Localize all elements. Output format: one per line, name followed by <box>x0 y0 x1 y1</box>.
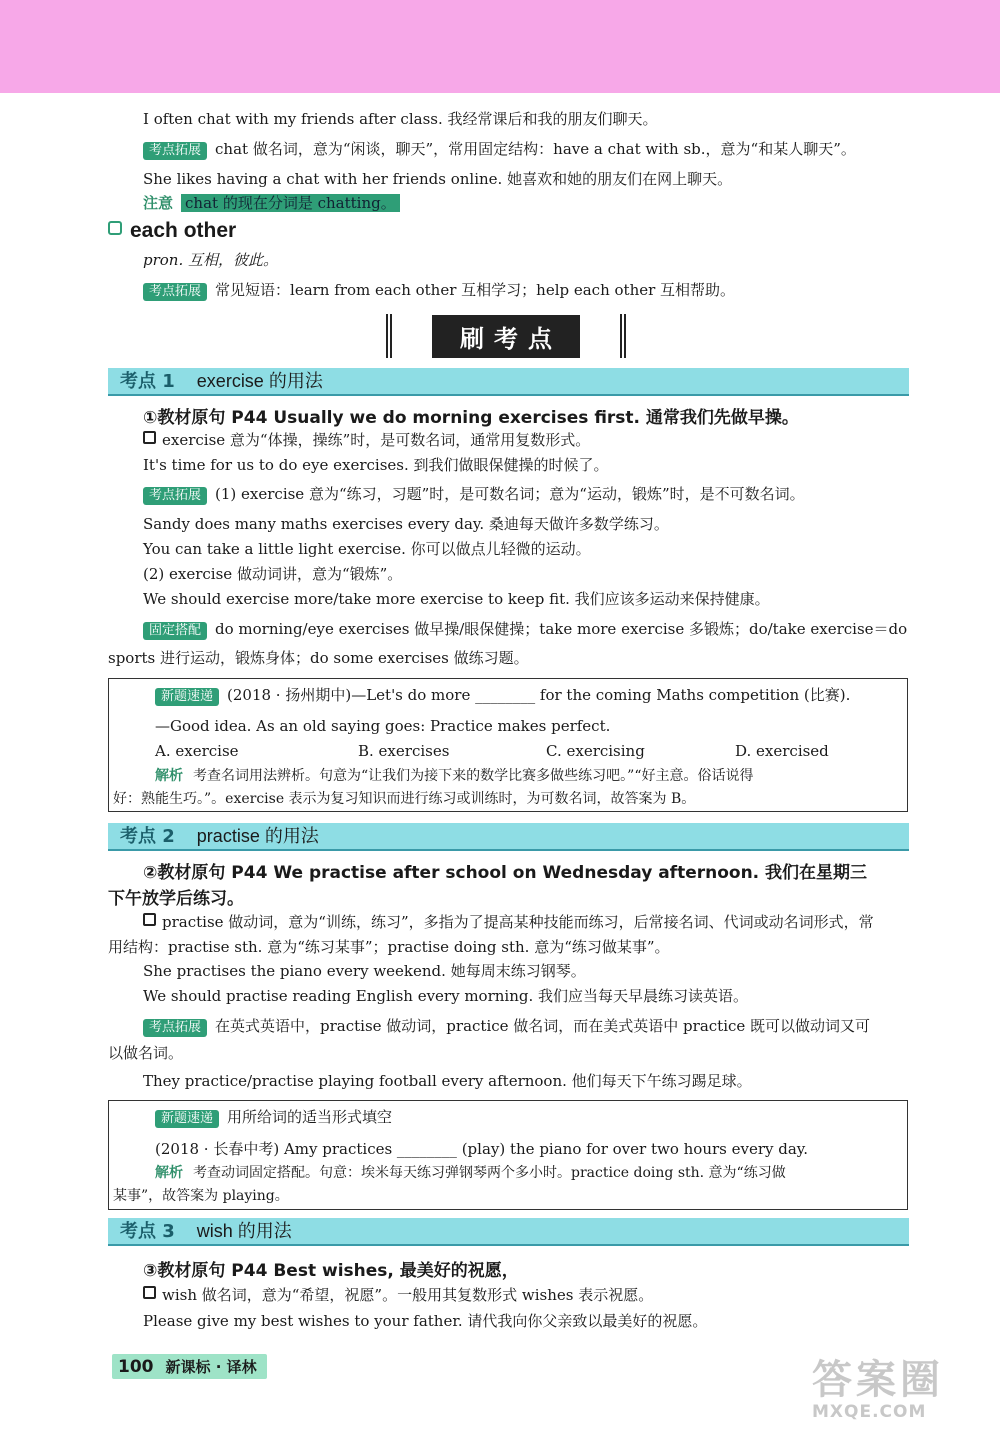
square-bullet-icon <box>143 1286 156 1299</box>
kaodian-3-header <box>108 1218 909 1246</box>
word-heading <box>108 219 236 243</box>
question-line: (2018 · 长春中考) Amy practices ________ (play) the piano for over two hours every day. <box>155 1140 809 1158</box>
extension-line <box>143 280 735 301</box>
option-b: B. exercises <box>358 742 450 760</box>
watermark-logo <box>812 1358 992 1428</box>
explanation: exercise 意为“体操，操练”时，是可数名词，通常用复数形式。 <box>143 430 590 450</box>
word-heading-text: each other <box>130 219 237 242</box>
section-banner <box>386 314 626 358</box>
explanation: (2) exercise 做动词讲，意为“锻炼”。 <box>143 565 403 583</box>
note-text: chat 的现在分词是 chatting。 <box>181 194 400 212</box>
kaodian-title: wish 的用法 <box>196 1221 292 1241</box>
extension-text: chat 做名词，意为“闲谈，聊天”，常用固定结构：have a chat with sb.，意为“和某人聊天”。 <box>215 140 856 158</box>
analysis-line: 好：熟能生巧。”。exercise 表示为复习知识而进行练习或训练时，为可数名词，故答案为 B。 <box>113 791 696 807</box>
square-bullet-icon <box>143 431 156 444</box>
collocation-line: 固定搭配 do morning/eye exercises 做早操/眼保健操；take more exercise 多锻炼；do/take exercise＝do <box>143 619 907 640</box>
watermark-logo-text: 答案圈 <box>812 1357 944 1403</box>
extension-line: 考点拓展 (1) exercise 意为“练习，习题”时，是可数名词；意为“运动，锻炼”时，是不可数名词。 <box>143 484 805 505</box>
explanation: wish 做名词，意为“希望，祝愿”。一般用其复数形式 wishes 表示祝愿。 <box>143 1285 653 1305</box>
collocation-line-cont: sports 进行运动，锻炼身体；do some exercises 做练习题。 <box>108 649 529 667</box>
example-sentence: They practice/practise playing football every afternoon. 他们每天下午练习踢足球。 <box>143 1072 752 1090</box>
extension-tag: 考点拓展 <box>143 142 207 160</box>
kaodian-number: 考点 3 <box>120 1221 175 1242</box>
analysis-label: 解析 <box>155 768 183 784</box>
option-d: D. exercised <box>735 742 829 760</box>
option-c: C. exercising <box>546 742 645 760</box>
kaodian-1-header <box>108 368 909 396</box>
extension-line <box>143 139 856 160</box>
analysis-label: 解析 <box>155 1165 183 1181</box>
extension-line-cont: 以做名词。 <box>108 1044 184 1062</box>
series-name: 新课标 · 译林 <box>165 1358 257 1376</box>
extension-tag: 考点拓展 <box>143 487 207 505</box>
example-sentence: We should practise reading English every morning. 我们应当每天早晨练习读英语。 <box>143 987 749 1005</box>
analysis-line: 解析 考查动词固定搭配。句意：埃米每天练习弹钢琴两个多小时。practice doing sth. 意为“练习做 <box>155 1165 786 1181</box>
textbook-sentence: ③教材原句 P44 Best wishes, 最美好的祝愿， <box>143 1261 519 1281</box>
kaodian-title: practise 的用法 <box>196 826 319 846</box>
page-number: 100 <box>118 1357 154 1377</box>
example-sentence: She practises the piano every weekend. 她每周末练习钢琴。 <box>143 962 586 980</box>
new-question-tag: 新题速递 <box>155 1110 219 1128</box>
watermark-url: MXQE.COM <box>812 1402 927 1422</box>
explanation-cont: 用结构：practise sth. 意为“练习某事”；practise doing sth. 意为“练习做某事”。 <box>108 938 670 956</box>
explanation: practise 做动词，意为“训练，练习”，多指为了提高某种技能而练习，后常接名词、代词或动名词形式，常 <box>143 912 874 932</box>
practice-box-2 <box>108 1100 908 1210</box>
kaodian-title: exercise 的用法 <box>196 371 323 391</box>
textbook-sentence: ①教材原句 P44 Usually we do morning exercises first. 通常我们先做早操。 <box>143 408 799 428</box>
example-sentence: Please give my best wishes to your father. 请代我向你父亲致以最美好的祝愿。 <box>143 1312 708 1330</box>
example-sentence: She likes having a chat with her friends online. 她喜欢和她的朋友们在网上聊天。 <box>143 170 733 188</box>
top-color-band <box>0 0 1000 93</box>
extension-text: 常见短语：learn from each other 互相学习；help each other 互相帮助。 <box>215 281 736 299</box>
example-sentence: We should exercise more/take more exercise to keep fit. 我们应该多运动来保持健康。 <box>143 590 770 608</box>
example-sentence: I often chat with my friends after class. 我经常课后和我的朋友们聊天。 <box>143 110 658 128</box>
section-banner-title: 刷考点 <box>432 315 580 358</box>
question-line: —Good idea. As an old saying goes: Practice makes perfect. <box>155 717 611 735</box>
example-sentence: It's time for us to do eye exercises. 到我们做眼保健操的时候了。 <box>143 456 609 474</box>
option-a: A. exercise <box>155 742 239 760</box>
page-footer <box>112 1354 267 1379</box>
kaodian-number: 考点 2 <box>120 826 175 847</box>
example-sentence: You can take a little light exercise. 你可以做点儿轻微的运动。 <box>143 540 591 558</box>
question-instruction: 新题速递 用所给词的适当形式填空 <box>155 1107 392 1128</box>
kaodian-2-header <box>108 823 909 851</box>
extension-line: 考点拓展 在英式英语中，practise 做动词，practice 做名词，而在美式英语中 practice 既可以做动词又可 <box>143 1016 870 1037</box>
textbook-sentence-cont: 下午放学后练习。 <box>108 889 244 909</box>
example-sentence: Sandy does many maths exercises every day. 桑迪每天做许多数学练习。 <box>143 515 669 533</box>
new-question-tag: 新题速递 <box>155 688 219 706</box>
kaodian-number: 考点 1 <box>120 371 175 392</box>
textbook-sentence: ②教材原句 P44 We practise after school on Wednesday afternoon. 我们在星期三 <box>143 863 868 883</box>
pos-definition: pron. 互相，彼此。 <box>143 251 279 269</box>
extension-tag: 考点拓展 <box>143 1019 207 1037</box>
analysis-line: 某事”，故答案为 playing。 <box>113 1188 289 1204</box>
square-bullet-icon <box>143 913 156 926</box>
note-label: 注意 <box>143 194 174 212</box>
note-line <box>143 193 400 213</box>
practice-box-1 <box>108 678 908 812</box>
question-line: 新题速递 (2018 · 扬州期中)—Let's do more ________ for the coming Maths competition (比赛). <box>155 685 850 706</box>
bullet-icon <box>108 221 122 235</box>
extension-tag: 考点拓展 <box>143 283 207 301</box>
analysis-line: 解析 考查名词用法辨析。句意为“让我们为接下来的数学比赛多做些练习吧。”“好主意。俗话说得 <box>155 768 754 784</box>
collocation-tag: 固定搭配 <box>143 622 207 640</box>
